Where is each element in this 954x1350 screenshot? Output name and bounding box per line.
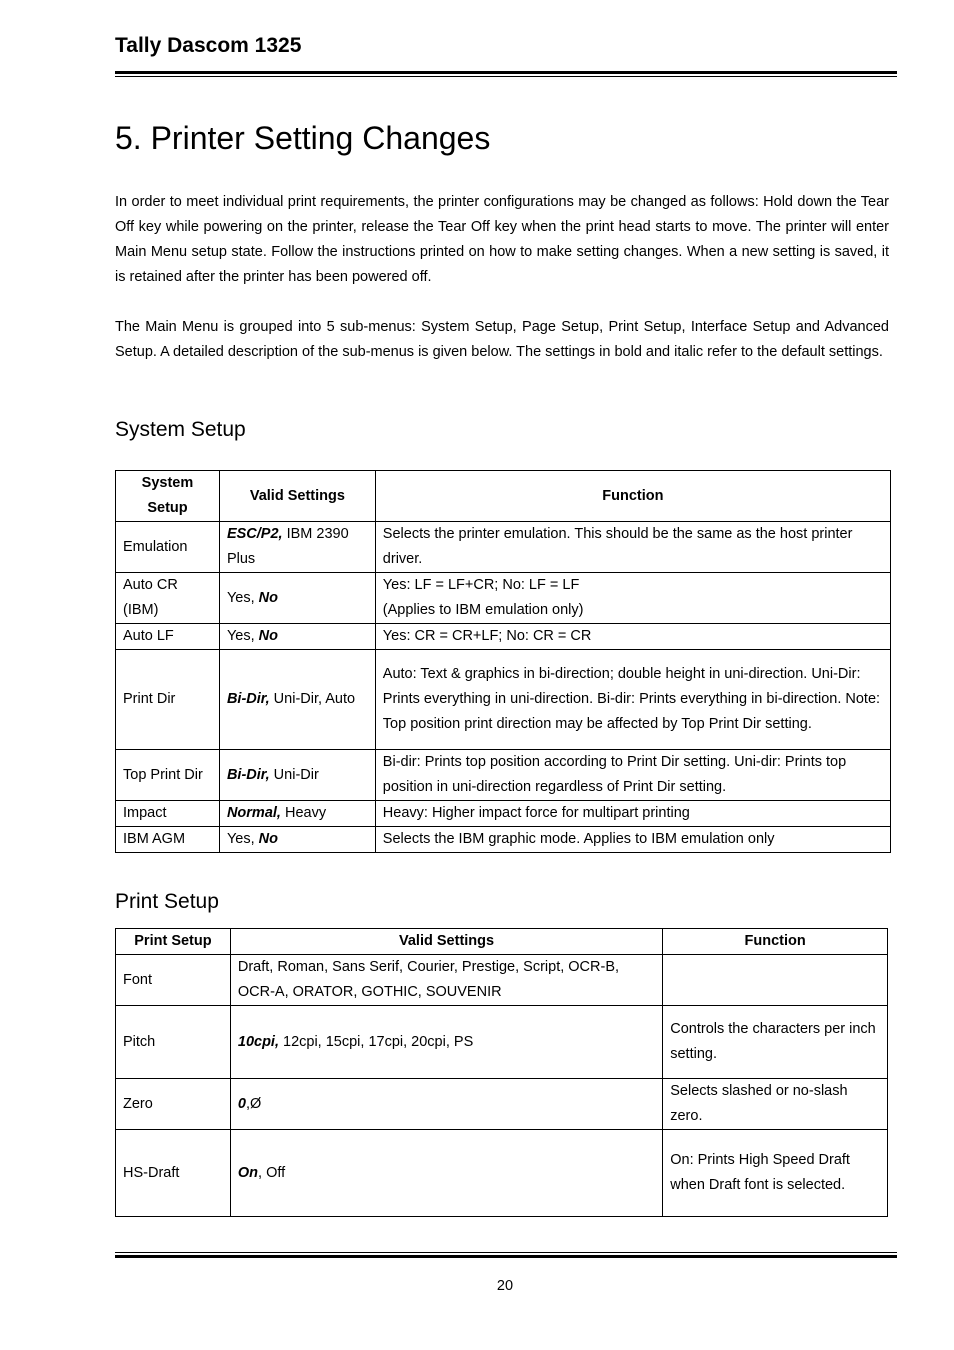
table-row <box>116 1006 888 1079</box>
setting-name: Emulation <box>116 522 220 573</box>
other-values: Yes, <box>226 589 259 606</box>
table-header-row <box>116 929 888 955</box>
table-row <box>116 801 891 827</box>
function-text: Auto: Text & graphics in bi-direction; double height in uni-direction. Uni-Dir: Prints everything in uni-direction. Bi-dir: Prints everything in bi-direction. Note: Top position print direction may be affected by Top Print Dir setting. <box>375 650 890 750</box>
function-text <box>663 955 888 1006</box>
column-header: Valid Settings <box>230 929 662 955</box>
valid-settings <box>219 522 375 573</box>
other-values: Heavy <box>280 805 327 821</box>
header-rule-thin <box>115 76 897 77</box>
footer-rule-thick <box>115 1255 897 1258</box>
other-values: Uni-Dir <box>269 766 319 783</box>
function-text: Bi-dir: Prints top position according to Print Dir setting. Uni-dir: Prints top position in uni-direction regardless of Print Dir setting. <box>375 750 890 801</box>
column-header: Valid Settings <box>219 471 375 522</box>
default-value: No <box>258 831 279 847</box>
setting-name: Top Print Dir <box>116 750 220 801</box>
function-text: Controls the characters per inch setting. <box>663 1006 888 1079</box>
header-title: Tally Dascom 1325 <box>115 34 302 57</box>
valid-settings <box>230 1079 662 1130</box>
page-title: 5. Printer Setting Changes <box>115 120 491 156</box>
default-value: 10cpi, <box>237 1033 279 1050</box>
function-text <box>375 573 890 624</box>
print-setup-table <box>115 928 888 1217</box>
header-rule-thick <box>115 71 897 74</box>
column-header: Function <box>663 929 888 955</box>
valid-settings <box>219 827 375 853</box>
default-value: No <box>258 628 279 644</box>
table-row <box>116 522 891 573</box>
column-header: Function <box>375 471 890 522</box>
menu-paragraph: The Main Menu is grouped into 5 sub-menus: System Setup, Page Setup, Print Setup, Interface Setup and Advanced Setup. A detailed description of the sub-menus is given below. The settings in bold and italic refer to the default settings. <box>115 319 889 360</box>
table-header-row <box>116 471 891 522</box>
setting-name: Auto LF <box>116 624 220 650</box>
valid-settings <box>219 650 375 750</box>
other-values: Yes, <box>226 831 259 847</box>
valid-settings <box>230 1130 662 1217</box>
function-text: Selects the printer emulation. This should be the same as the host printer driver. <box>375 522 890 573</box>
setting-name: Print Dir <box>116 650 220 750</box>
default-value: On <box>237 1164 259 1181</box>
function-text: Yes: CR = CR+LF; No: CR = CR <box>375 624 890 650</box>
table-row <box>116 1079 888 1130</box>
default-value: No <box>258 589 279 606</box>
valid-settings <box>230 1006 662 1079</box>
table-row <box>116 827 891 853</box>
table-row <box>116 573 891 624</box>
intro-paragraph: In order to meet individual print requirements, the printer configurations may be changed as follows: Hold down the Tear Off key while powering on the printer, release the Tear Off key when the print head starts to move. The printer will enter Main Menu setup state. Follow the instructions printed on how to make setting changes. When a new setting is saved, it is retained after the printer has been powered off. <box>115 194 889 285</box>
page-number: 20 <box>496 1278 514 1294</box>
default-value: Normal, <box>226 805 281 821</box>
valid-settings <box>219 624 375 650</box>
other-values: , Off <box>258 1164 286 1181</box>
setting-name: Pitch <box>116 1006 231 1079</box>
table-row <box>116 955 888 1006</box>
other-values: Yes, <box>226 628 259 644</box>
table-row <box>116 650 891 750</box>
default-value: 0 <box>237 1095 246 1112</box>
system-setup-heading: System Setup <box>115 418 246 441</box>
setting-name: Font <box>116 955 231 1006</box>
table-row <box>116 624 891 650</box>
setting-name: Zero <box>116 1079 231 1130</box>
function-text: Selects the IBM graphic mode. Applies to IBM emulation only <box>375 827 890 853</box>
table-row <box>116 1130 888 1217</box>
default-value: ESC/P2, <box>226 526 283 542</box>
setting-name: Auto CR (IBM) <box>116 573 220 624</box>
setting-name: HS-Draft <box>116 1130 231 1217</box>
other-values: IBM 2390 Plus <box>226 526 349 567</box>
function-text: On: Prints High Speed Draft when Draft font is selected. <box>663 1130 888 1217</box>
column-header: System Setup <box>116 471 220 522</box>
valid-settings <box>219 750 375 801</box>
default-value: Bi-Dir, <box>226 766 270 783</box>
valid-settings <box>219 573 375 624</box>
valid-settings <box>219 801 375 827</box>
print-setup-heading: Print Setup <box>115 890 219 913</box>
system-setup-table <box>115 470 891 853</box>
other-values: ,Ø <box>245 1095 262 1112</box>
table-row <box>116 750 891 801</box>
function-line: (Applies to IBM emulation only) <box>382 602 584 618</box>
function-line: Yes: LF = LF+CR; No: LF = LF <box>382 577 580 593</box>
column-header: Print Setup <box>116 929 231 955</box>
function-text: Selects slashed or no-slash zero. <box>663 1079 888 1130</box>
other-values: 12cpi, 15cpi, 17cpi, 20cpi, PS <box>278 1033 474 1050</box>
setting-name: IBM AGM <box>116 827 220 853</box>
default-value: Bi-Dir, <box>226 691 270 707</box>
valid-settings: Draft, Roman, Sans Serif, Courier, Prestige, Script, OCR-B, OCR-A, ORATOR, GOTHIC, SOUVENIR <box>230 955 662 1006</box>
function-text: Heavy: Higher impact force for multipart printing <box>375 801 890 827</box>
setting-name: Impact <box>116 801 220 827</box>
other-values: Uni-Dir, Auto <box>269 691 356 707</box>
footer-rule-thin <box>115 1252 897 1253</box>
